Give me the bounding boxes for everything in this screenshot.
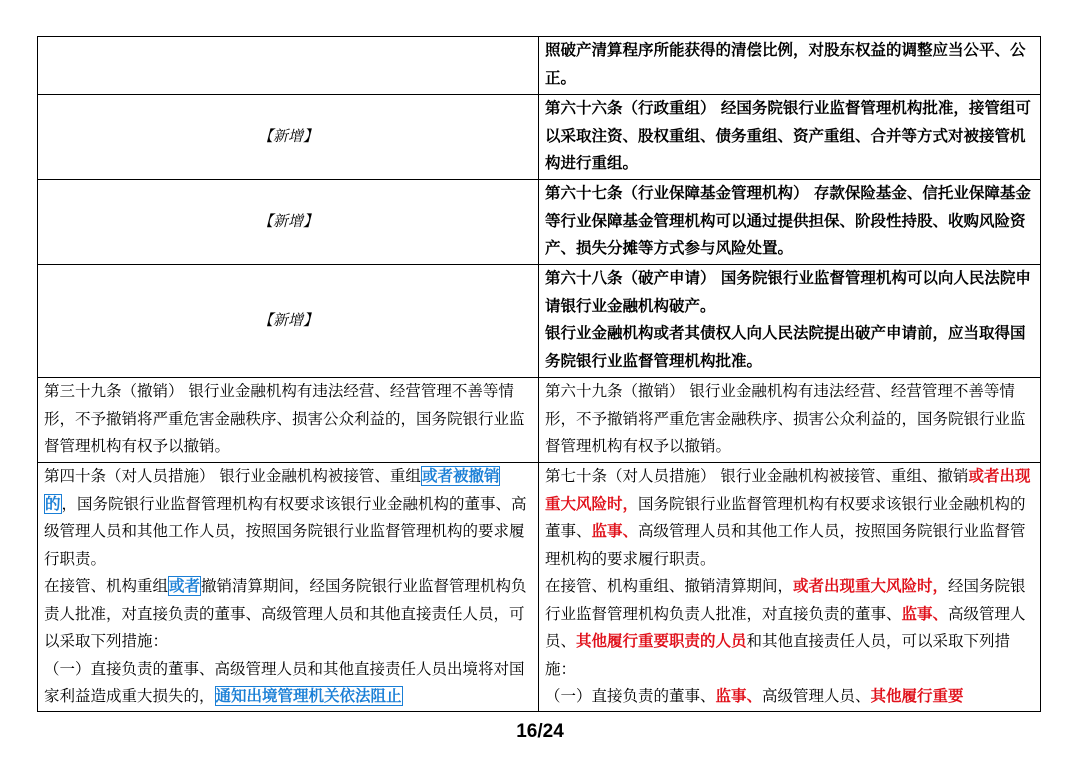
text-run: 第七十条（对人员措施） 银行业金融机构被接管、重组、撤销: [545, 467, 969, 485]
text-run: 国务院银行业监督管理机构有权要求该银行业金融机构的董事、: [545, 494, 1026, 540]
text-run: 和其他直接责任人员，可以采取下列措施：: [545, 632, 1011, 678]
deleted-text: 的: [45, 494, 61, 513]
table-row: [38, 463, 1041, 712]
added-text: 监事、: [901, 604, 949, 623]
added-text: 或者出现重大风险时，: [793, 577, 949, 595]
text-run: （一）直接负责的董事、高级管理人员和其他直接责任人员出境将对国家利益造成重大损失的，: [44, 659, 525, 705]
new-paragraph: 银行业金融机构或者其债权人向人民法院提出破产申请前，应当取得国务院银行业监督管理机构批准。: [545, 324, 1026, 370]
text-run: 高级管理人员、: [545, 604, 1026, 650]
text-run: 在接管、机构重组、撤销清算期间，: [545, 577, 794, 595]
table-row: [38, 37, 1041, 95]
new-marker: 【新增】: [38, 265, 539, 378]
new-text-cell: [539, 265, 1041, 378]
page-number: 16/24: [516, 721, 564, 742]
old-text-cell: [38, 37, 539, 95]
old-text-cell: [38, 463, 539, 712]
new-marker: 【新增】: [38, 180, 539, 265]
old-paragraph: [44, 656, 532, 711]
text-run: 在接管、机构重组: [44, 577, 169, 595]
new-text-cell: 第六十九条（撤销） 银行业金融机构有违法经营、经营管理不善等情形，不予撤销将严重危害金融秩序、损害公众利益的，国务院银行业监督管理机构有权予以撤销。: [539, 378, 1041, 463]
text-run: ，国务院银行业监督管理机构有权要求该银行业金融机构的董事、高级管理人员和其他工作人员，按照国务院银行业监督管理机构的要求履行职责。: [44, 494, 527, 568]
old-paragraph: [44, 573, 532, 656]
added-text: 监事、: [591, 522, 639, 540]
text-run: 第四十条（对人员措施） 银行业金融机构被接管、重组: [44, 467, 421, 485]
deleted-text: 或者: [169, 577, 201, 595]
new-paragraph: [545, 463, 1034, 573]
text-run: （一）直接负责的董事、: [545, 687, 716, 705]
new-paragraph: [545, 683, 1034, 711]
old-text-cell: 第三十九条（撤销） 银行业金融机构有违法经营、经营管理不善等情形，不予撤销将严重危害金融秩序、损害公众利益的，国务院银行业监督管理机构有权予以撤销。: [38, 378, 539, 463]
new-paragraph: [545, 573, 1034, 683]
text-run: 高级管理人员、: [762, 687, 871, 705]
table-row: [38, 95, 1041, 180]
new-text-cell: 第六十七条（行业保障基金管理机构） 存款保险基金、信托业保障基金等行业保障基金管理机构可以通过提供担保、阶段性持股、收购风险资产、损失分摊等方式参与风险处置。: [539, 180, 1041, 265]
new-paragraph: 第六十八条（破产申请） 国务院银行业监督管理机构可以向人民法院申请银行业金融机构破产。: [545, 269, 1031, 315]
comparison-table: [37, 36, 1041, 712]
added-text: 其他履行重要职责的人员: [576, 632, 747, 650]
table-row: [38, 378, 1041, 463]
old-paragraph: [44, 463, 532, 573]
deleted-text: 通知出境管理机关依法阻止: [215, 687, 402, 705]
added-text: 监事、: [715, 687, 763, 705]
table-row: [38, 265, 1041, 378]
new-text-cell: [539, 463, 1041, 712]
added-text: 其他履行重要: [870, 687, 964, 705]
text-run: 高级管理人员和其他工作人员，按照国务院银行业监督管理机构的要求履行职责。: [545, 522, 1026, 568]
new-text-cell: 照破产清算程序所能获得的清偿比例，对股东权益的调整应当公平、公正。: [539, 37, 1041, 95]
new-text-cell: 第六十六条（行政重组） 经国务院银行业监督管理机构批准，接管组可以采取注资、股权重组、债务重组、资产重组、合并等方式对被接管机构进行重组。: [539, 95, 1041, 180]
added-text: 或者出现重大风险时，: [545, 467, 1031, 513]
text-run: 撤销清算期间，经国务院银行业监督管理机构负责人批准，对直接负责的董事、高级管理人员和其他直接责任人员，可以采取下列措施：: [44, 577, 527, 650]
table-row: [38, 180, 1041, 265]
deleted-text: 或者被撤销: [421, 467, 500, 485]
text-run: 经国务院银行业监督管理机构负责人批准，对直接负责的董事、: [545, 577, 1026, 623]
new-marker: 【新增】: [38, 95, 539, 180]
